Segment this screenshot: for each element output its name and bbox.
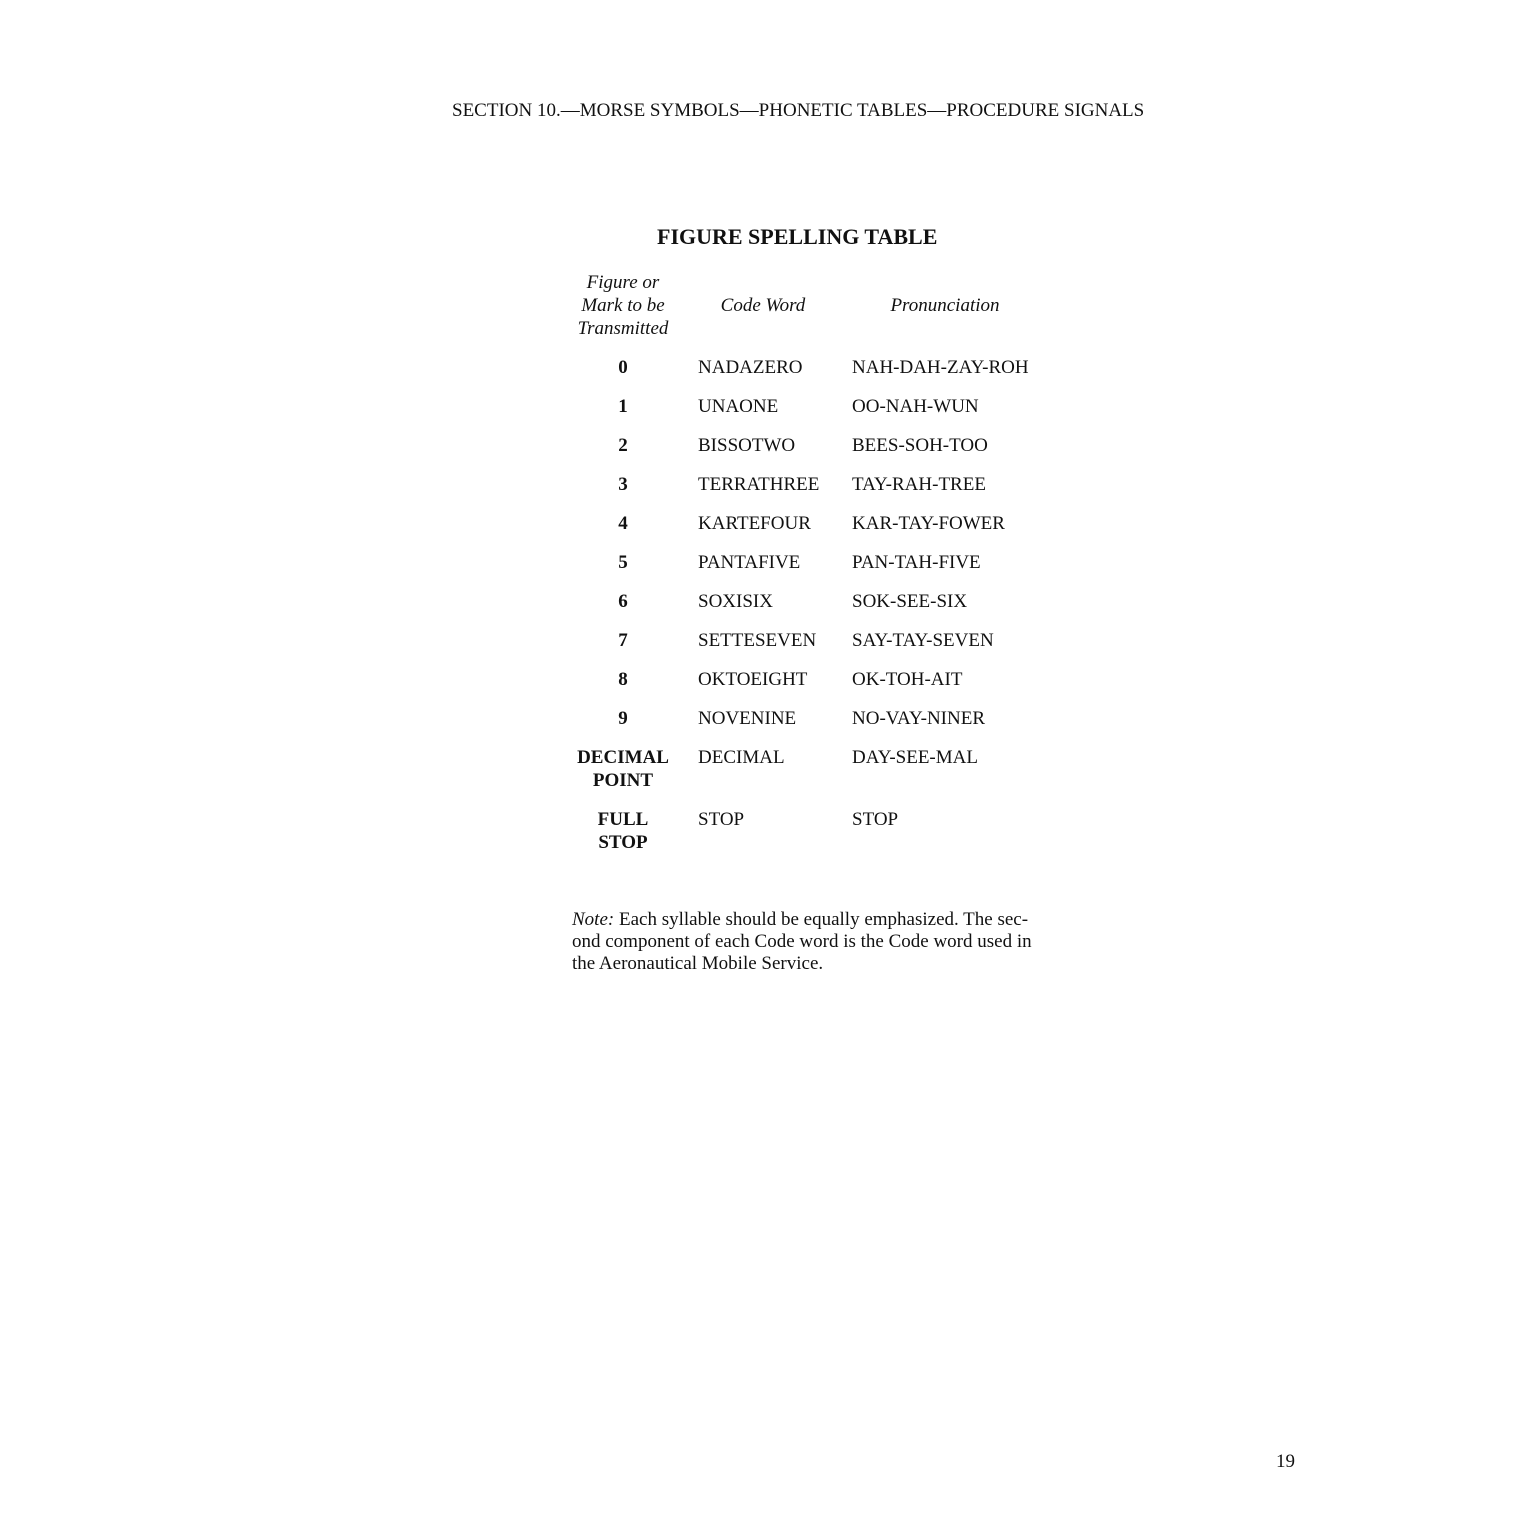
code-word-cell: KARTEFOUR [698,513,811,534]
page-number: 19 [1276,1451,1295,1472]
code-word-cell: OKTOEIGHT [698,669,808,690]
table-row [566,808,1046,870]
table-row [566,551,1046,590]
table-row [566,473,1046,512]
figure-spelling-rows [566,356,1046,870]
code-word-cell: SETTESEVEN [698,630,817,651]
figure-cell: 7 [618,630,628,651]
pronunciation-cell: NAH-DAH-ZAY-ROH [852,357,1029,378]
code-word-cell: BISSOTWO [698,435,796,456]
pronunciation-cell: TAY-RAH-TREE [852,474,986,495]
figure-cell: 5 [618,552,628,573]
figure-cell: FULL STOP [597,809,649,853]
table-row [566,512,1046,551]
pronunciation-cell: PAN-TAH-FIVE [852,552,981,573]
figure-cell: 6 [618,591,628,612]
pronunciation-cell: BEES-SOH-TOO [852,435,988,456]
code-word-cell: TERRATHREE [698,474,820,495]
figure-cell: DECIMAL POINT [577,747,669,791]
pronunciation-cell: KAR-TAY-FOWER [852,513,1005,534]
table-row [566,434,1046,473]
table-row [566,395,1046,434]
pronunciation-cell: NO-VAY-NINER [852,708,986,729]
pronunciation-cell: SAY-TAY-SEVEN [852,630,994,651]
code-word-cell: PANTAFIVE [698,552,801,573]
table-row [566,707,1046,746]
table-row [566,629,1046,668]
pronunciation-cell: STOP [852,809,899,830]
note-text-line-2: ond component of each Code word is the Code word used in [572,931,1032,952]
code-word-cell: UNAONE [698,396,779,417]
table-row [566,356,1046,395]
pronunciation-cell: SOK-SEE-SIX [852,591,968,612]
code-word-cell: NADAZERO [698,357,803,378]
table-row [566,590,1046,629]
code-word-cell: DECIMAL [698,747,785,768]
note-label: Note: [572,909,615,930]
table-note [572,909,1042,975]
figure-cell: 3 [618,474,628,495]
figure-cell: 2 [618,435,628,456]
figure-cell: 0 [618,357,628,378]
code-word-cell: STOP [698,809,745,830]
code-word-cell: SOXISIX [698,591,773,612]
note-text-line-3: the Aeronautical Mobile Service. [572,953,824,974]
table-row [566,746,1046,808]
pronunciation-cell: DAY-SEE-MAL [852,747,978,768]
table-row [566,668,1046,707]
figure-cell: 1 [618,396,628,417]
figure-cell: 8 [618,669,628,690]
pronunciation-cell: OO-NAH-WUN [852,396,979,417]
pronunciation-cell: OK-TOH-AIT [852,669,963,690]
column-header-pronunciation: Pronunciation [890,295,1000,316]
column-header-code-word: Code Word [720,295,806,316]
code-word-cell: NOVENINE [698,708,797,729]
figure-cell: 4 [618,513,628,534]
column-header-figure: Figure or Mark to be Transmitted [577,272,669,339]
figure-cell: 9 [618,708,628,729]
running-head: SECTION 10.—MORSE SYMBOLS—PHONETIC TABLES—PROCEDURE SIGNALS [452,100,1145,121]
table-title: FIGURE SPELLING TABLE [657,224,938,249]
note-text-line-1: Each syllable should be equally emphasized. The sec- [618,909,1029,930]
